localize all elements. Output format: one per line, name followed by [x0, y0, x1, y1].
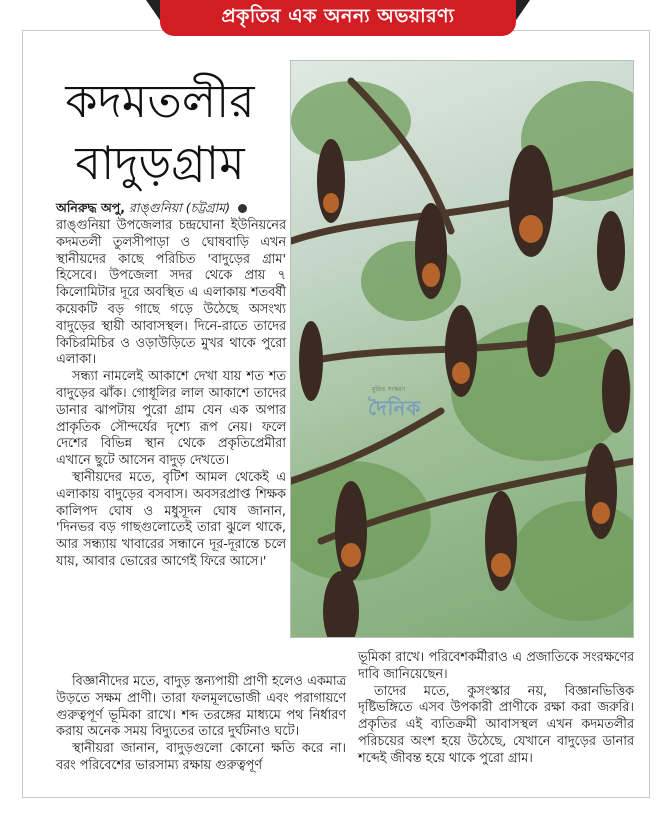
- section-banner-title: প্রকৃতির এক অনন্য অভয়ারণ্য: [221, 5, 455, 27]
- section-banner: [160, 0, 516, 36]
- article-paragraph: স্থানীয়দের মতে, বৃটিশ আমল থেকেই এ এলাকায় বাদুড়ের বসবাস। অবসরপ্রাপ্ত শিক্ষক কালিপদ ঘোষ ও মধুসূদন ঘোষ জানান, 'দিনভর বড় গাছগুলোতেই তারা ঝুলে থাকে, আর সন্ধ্যায় খাবারের সন্ধানে দূর-দূরান্তে চলে যায়, আবার ভোরের আগেই ফিরে আসে।': [56, 469, 286, 569]
- byline-place: রাঙ্গুনিয়া (চট্টগ্রাম): [129, 200, 231, 215]
- byline-author: অনিরুদ্ধ অপু,: [56, 200, 126, 215]
- headline-line-2: বাদুড়গ্রাম: [75, 136, 245, 190]
- byline: [56, 200, 286, 216]
- article-column-bottom-right: [358, 650, 634, 768]
- bats-illustration: [291, 61, 634, 638]
- article-paragraph: তাদের মতে, কুসংস্কার নয়, বিজ্ঞানভিত্তিক দৃষ্টিভঙ্গিতে এসব উপকারী প্রাণীকে রক্ষা করা জরুরি। প্রকৃতির এই ব্যতিক্রমী আবাসস্থল এখন কদমতলীর পরিচয়ের অংশ হয়ে উঠেছে, যেখানে বাদুড়ের ডানার শব্দেই জীবন্ত হয়ে থাকে পুরো গ্রাম।: [358, 683, 634, 766]
- bats-photo: [290, 60, 634, 638]
- article-column-left: [56, 218, 286, 571]
- photo-watermark-caption: মুদ্রিত সংস্করণ: [372, 386, 406, 393]
- article-paragraph: ভূমিকা রাখে। পরিবেশকর্মীরাও এ প্রজাতিকে সংরক্ষণের দাবি জানিয়েছেন।: [358, 650, 634, 682]
- headline-line-1: কদমতলীর: [65, 74, 255, 128]
- article-paragraph: সন্ধ্যা নামলেই আকাশে দেখা যায় শত শত বাদুড়ের ঝাঁক। গোধূলির লাল আকাশে তাদের ডানার ঝাপটায় পুরো গ্রাম যেন এক অপার প্রাকৃতিক সৌন্দর্যের দৃশ্যে রূপ নেয়। ফলে দেশের বিভিন্ন স্থান থেকে প্রকৃতিপ্রেমীরা এখানে ছুটে আসেন বাদুড় দেখতে।: [56, 369, 286, 469]
- article-paragraph: বিজ্ঞানীদের মতে, বাদুড় স্তন্যপায়ী প্রাণী হলেও একমাত্র উড়তে সক্ষম প্রাণী। তারা ফলমূলভোজী এবং পরাগায়ণে গুরুত্বপূর্ণ ভূমিকা রাখে। শব্দ তরঙ্গের মাধ্যমে পথ নির্ধারণ করায় অনেক সময় বিদ্যুতের তারে দুর্ঘটনাও ঘটে।: [56, 674, 346, 740]
- byline-dot-icon: [238, 204, 247, 213]
- article-paragraph: স্থানীয়রা জানান, বাদুড়গুলো কোনো ক্ষতি করে না। বরং পরিবেশের ভারসাম্য রক্ষায় গুরুত্বপূর্ণ: [56, 741, 346, 773]
- headline: [40, 70, 280, 194]
- photo-watermark: দৈনিক: [368, 396, 422, 420]
- article-paragraph: রাঙ্গুনিয়া উপজেলার চন্দ্রঘোনা ইউনিয়নের কদমতলী তুলসীপাড়া ও ঘোষবাড়ি এখন স্থানীয়দের কাছে পরিচিত 'বাদুড়ের গ্রাম' হিসেবে। উপজেলা সদর থেকে প্রায় ৭ কিলোমিটার দূরে অবস্থিত এ এলাকায় শতবর্ষী কয়েকটি বড় গাছে গড়ে উঠেছে অসংখ্য বাদুড়ের স্থায়ী আবাসস্থল। দিনে-রাতে তাদের কিচিরমিচির ও ওড়াউড়িতে মুখর থাকে পুরো এলাকা।: [56, 218, 286, 368]
- article-column-bottom-left: [56, 674, 346, 775]
